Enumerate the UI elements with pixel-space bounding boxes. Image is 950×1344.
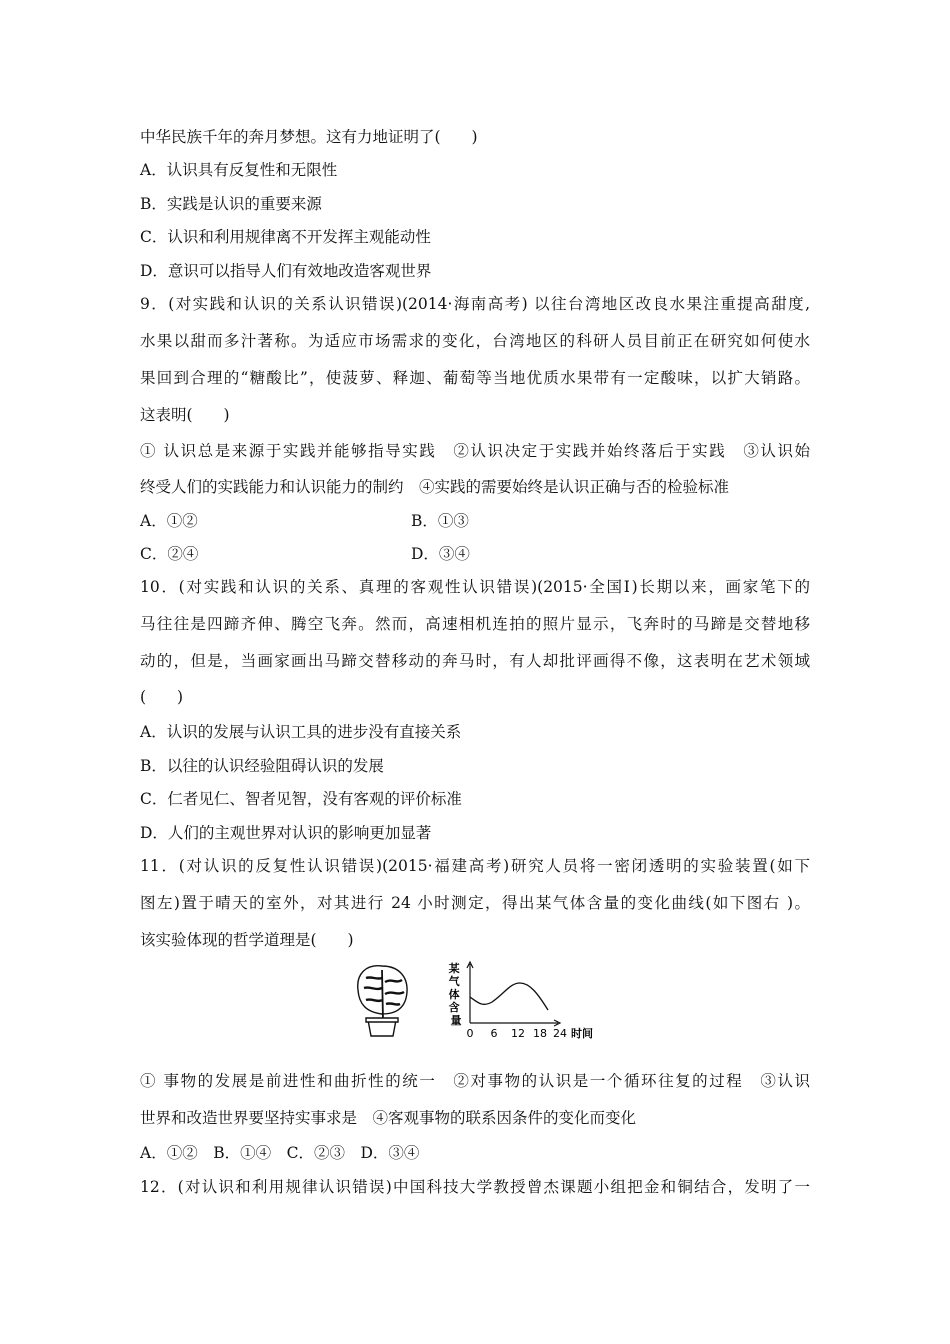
q9-statements-line: ① 认识总是来源于实践并能够指导实践 ②认识决定于实践并始终落后于实践 ③认识始 [140,442,810,460]
q9-statements-line: 终受人们的实践能力和认识能力的制约 ④实践的需要始终是认识正确与否的检验标准 [140,478,730,496]
x-axis-label: 时间 [571,1027,593,1040]
experiment-figure [352,958,602,1040]
x-ticks [467,1027,568,1040]
q9-option-a: A．①② [140,512,198,530]
x-tick-label: 0 [466,1027,474,1040]
q9-options-row [140,510,469,532]
q8-option-d: D．意识可以指导人们有效地改造客观世界 [140,262,432,280]
q10-option-a: A．认识的发展与认识工具的进步没有直接关系 [140,723,462,741]
q10-option-d: D．人们的主观世界对认识的影响更加显著 [140,824,432,842]
potted-plant-illustration [358,966,407,1036]
gas-content-curve [470,983,548,1010]
q8-option-c: C．认识和利用规律离不开发挥主观能动性 [140,228,431,246]
y-axis-label: 某 气 体 含 量 [448,962,462,1027]
q10-stem-line: 10．(对实践和认识的关系、真理的客观性认识错误)(2015·全国Ⅰ)长期以来，画家笔下的 [140,578,810,596]
q10-option-c: C．仁者见仁、智者见智，没有客观的评价标准 [140,790,462,808]
experiment-figure-svg [352,958,602,1040]
q10-stem-line: 动的，但是，当画家画出马蹄交替移动的奔马时，有人却批评画得不像，这表明在艺术领域 [140,652,810,670]
q9-option-c: C．②④ [140,545,199,563]
q11-statements-line: ① 事物的发展是前进性和曲折性的统一 ②对事物的认识是一个循环往复的过程 ③认识 [140,1072,810,1090]
chart-axes [467,962,560,1026]
q11-statements-line: 世界和改造世界要坚持实事求是 ④客观事物的联系因条件的变化而变化 [140,1109,637,1127]
q12-stem-line: 12．(对认识和利用规律认识错误)中国科技大学教授曾杰课题小组把金和铜结合，发明了一 [140,1178,810,1196]
q9-stem-line: 9．(对实践和认识的关系认识错误)(2014·海南高考) 以往台湾地区改良水果注重提高甜度, [140,295,810,313]
q8-option-a: A．认识具有反复性和无限性 [140,161,338,179]
q9-options-row [140,543,470,565]
q10-stem-line: ( ) [140,688,184,706]
text-line: 中华民族千年的奔月梦想。这有力地证明了( ) [140,128,478,146]
x-tick-label: 18 [533,1027,547,1040]
q10-stem-line: 马往往是四蹄齐伸、腾空飞奔。然而，高速相机连拍的照片显示，飞奔时的马蹄是交替地移 [140,615,810,633]
q11-stem-line: 图左)置于晴天的室外，对其进行 24 小时测定，得出某气体含量的变化曲线(如下图右 )。 [140,894,810,912]
x-tick-label: 12 [511,1027,525,1040]
q9-stem-line: 水果以甜而多汁著称。为适应市场需求的变化，台湾地区的科研人员目前正在研究如何使水 [140,332,810,350]
q10-option-b: B．以往的认识经验阻碍认识的发展 [140,757,384,775]
x-tick-label: 24 [553,1027,567,1040]
q11-stem-line: 该实验体现的哲学道理是( ) [140,931,354,949]
q9-option-d: D．③④ [411,545,470,563]
q11-stem-line: 11．(对认识的反复性认识错误)(2015·福建高考)研究人员将一密闭透明的实验装置(如下 [140,857,810,875]
q9-stem-line: 这表明( ) [140,406,230,424]
q9-stem-line: 果回到合理的“糖酸比”，使菠萝、释迦、葡萄等当地优质水果带有一定酸味，以扩大销路。 [140,369,810,387]
x-tick-label: 6 [490,1027,498,1040]
q11-options: A．①② B．①④ C．②③ D．③④ [140,1144,420,1162]
q8-option-b: B．实践是认识的重要来源 [140,195,322,213]
q9-option-b: B．①③ [411,512,469,530]
